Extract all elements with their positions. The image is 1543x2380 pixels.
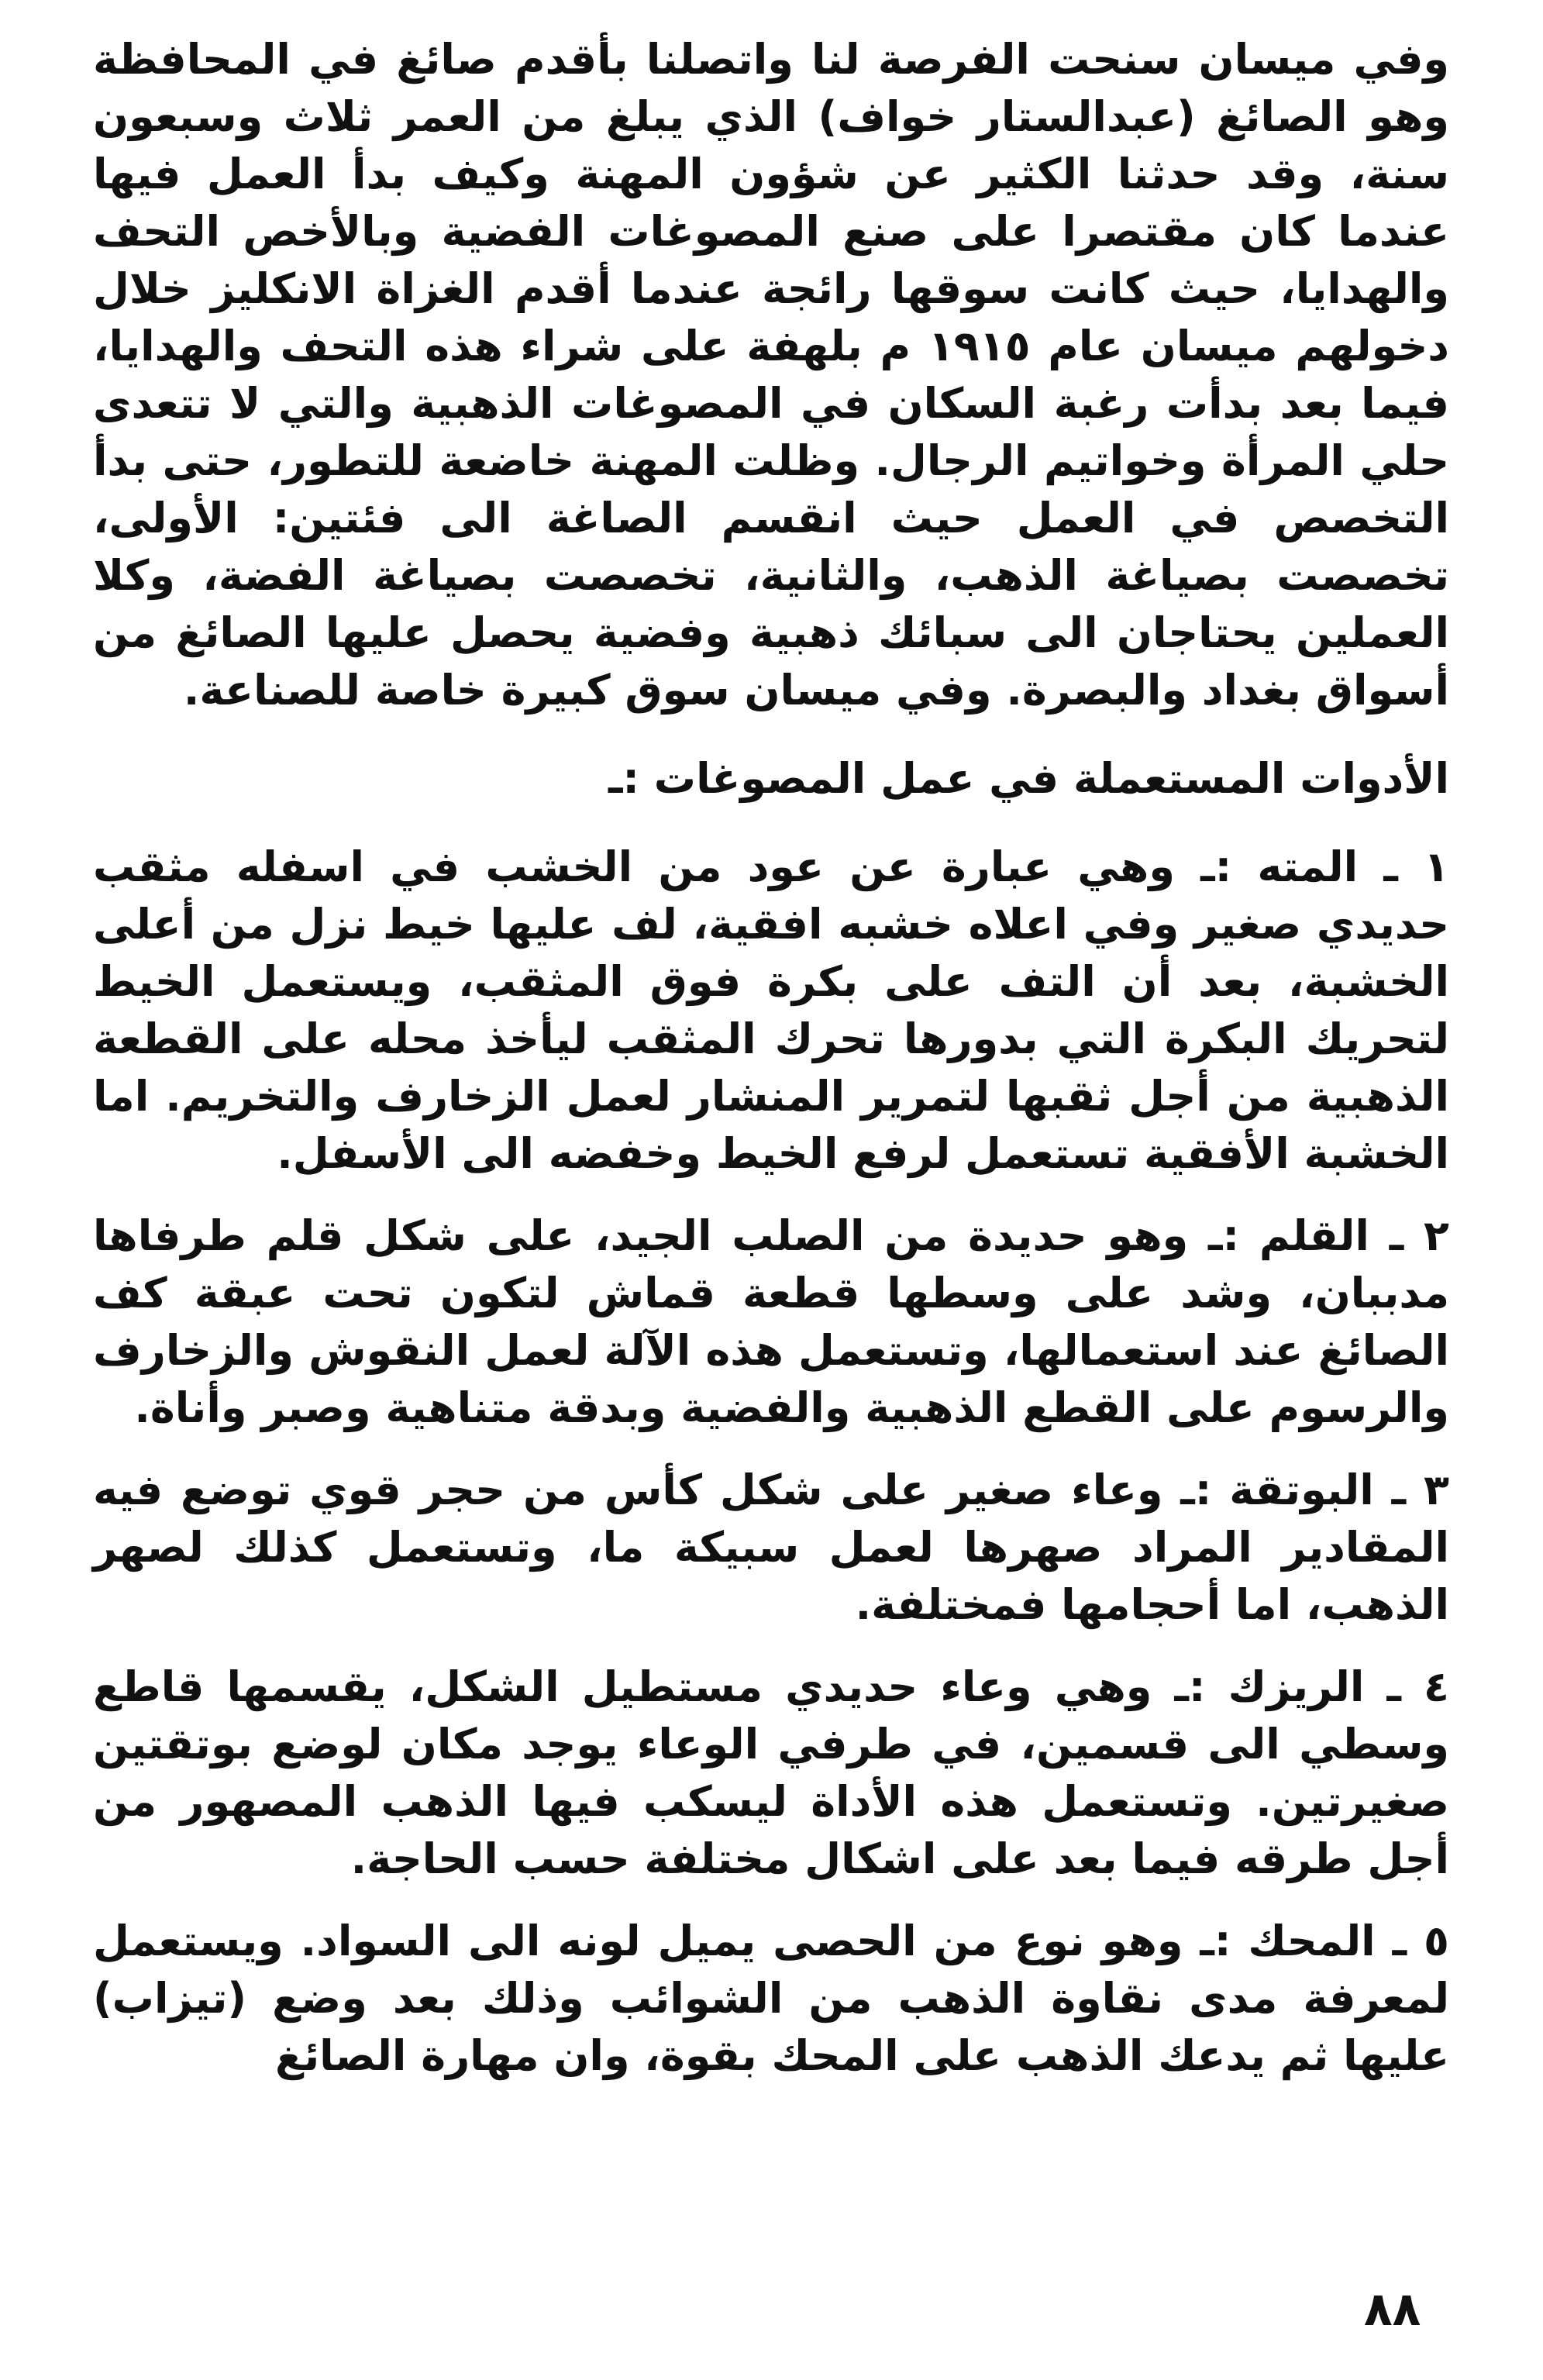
item-number: ٢ ـ xyxy=(1389,1211,1449,1260)
item-number: ١ ـ xyxy=(1383,842,1449,891)
item-text: وهو نوع من الحصى يميل لونه الى السواد. ويستعمل لمعرفة مدى نقاوة الذهب من الشوائب وذلك بعد وضع (تيزاب) عليها ثم يدعك الذهب على المحك بقوة، وان مهارة الصائغ xyxy=(93,1917,1449,2080)
item-text: وهي وعاء حديدي مستطيل الشكل، يقسمها قاطع وسطي الى قسمين، في طرفي الوعاء يوجد مكان لوضع بوتقتين صغيرتين. وتستعمل هذه الأداة ليسكب فيها الذهب المصهور من أجل طرقه فيما بعد على اشكال مختلفة حسب الحاجة. xyxy=(93,1662,1449,1883)
list-item xyxy=(93,1462,1449,1634)
list-item xyxy=(93,1658,1449,1888)
item-term: المته :ـ xyxy=(1200,842,1359,891)
intro-paragraph: وفي ميسان سنحت الفرصة لنا واتصلنا بأقدم صائغ في المحافظة وهو الصائغ (عبدالستار خواف) الذي يبلغ من العمر ثلاث وسبعون سنة، وقد حدثنا الكثير عن شؤون المهنة وكيف بدأ العمل فيها عندما كان مقتصرا على صنع المصوغات الفضية وبالأخص التحف والهدايا، حيث كانت سوقها رائجة عندما أقدم الغزاة الانكليز خلال دخولهم ميسان عام ١٩١٥ م بلهفة على شراء هذه التحف والهدايا، فيما بعد بدأت رغبة السكان في المصوغات الذهبية والتي لا تتعدى حلي المرأة وخواتيم الرجال. وظلت المهنة خاضعة للتطور، حتى بدأ التخصص في العمل حيث انقسم الصاغة الى فئتين: الأولى، تخصصت بصياغة الذهب، والثانية، تخصصت بصياغة الفضة، وكلا العملين يحتاجان الى سبائك ذهبية وفضية يحصل عليها الصائغ من أسواق بغداد والبصرة. وفي ميسان سوق كبيرة خاصة للصناعة. xyxy=(93,35,1449,715)
list-item xyxy=(93,839,1449,1183)
item-number: ٣ ـ xyxy=(1391,1466,1449,1514)
item-text: وهي عبارة عن عود من الخشب في اسفله مثقب حديدي صغير وفي اعلاه خشبه افقية، لف عليها خيط نزل من أعلى الخشبة، بعد أن التف على بكرة فوق المثقب، ويستعمل الخيط لتحريك البكرة التي بدورها تحرك المثقب ليأخذ محله على القطعة الذهبية من أجل ثقبها لتمرير المنشار لعمل الزخارف والتخريم. اما الخشبة الأفقية تستعمل لرفع الخيط وخفضه الى الأسفل. xyxy=(93,842,1449,1178)
section-heading: الأدوات المستعملة في عمل المصوغات :ـ xyxy=(608,754,1449,803)
list-item xyxy=(93,1207,1449,1437)
item-term: البوتقة :ـ xyxy=(1180,1466,1374,1514)
list-item xyxy=(93,1913,1449,2085)
item-term: الريزك :ـ xyxy=(1174,1662,1365,1711)
item-number: ٤ ـ xyxy=(1386,1662,1449,1711)
item-text: وعاء صغير على شكل كأس من حجر قوي توضع فيه المقادير المراد صهرها لعمل سبيكة ما، وتستعمل كذلك لصهر الذهب، اما أحجامها فمختلفة. xyxy=(93,1466,1449,1629)
item-term: المحك :ـ xyxy=(1200,1917,1376,1965)
document-page xyxy=(93,31,1449,2348)
page-number: ٨٨ xyxy=(1364,2282,1421,2337)
item-number: ٥ ـ xyxy=(1392,1917,1449,1965)
item-text: وهو حديدة من الصلب الجيد، على شكل قلم طرفاها مدببان، وشد على وسطها قطعة قماش لتكون تحت عبقة كف الصائغ عند استعمالها، وتستعمل هذه الآلة لعمل النقوش والزخارف والرسوم على القطع الذهبية والفضية وبدقة متناهية وصبر وأناة. xyxy=(93,1211,1449,1432)
item-term: القلم :ـ xyxy=(1208,1211,1369,1260)
